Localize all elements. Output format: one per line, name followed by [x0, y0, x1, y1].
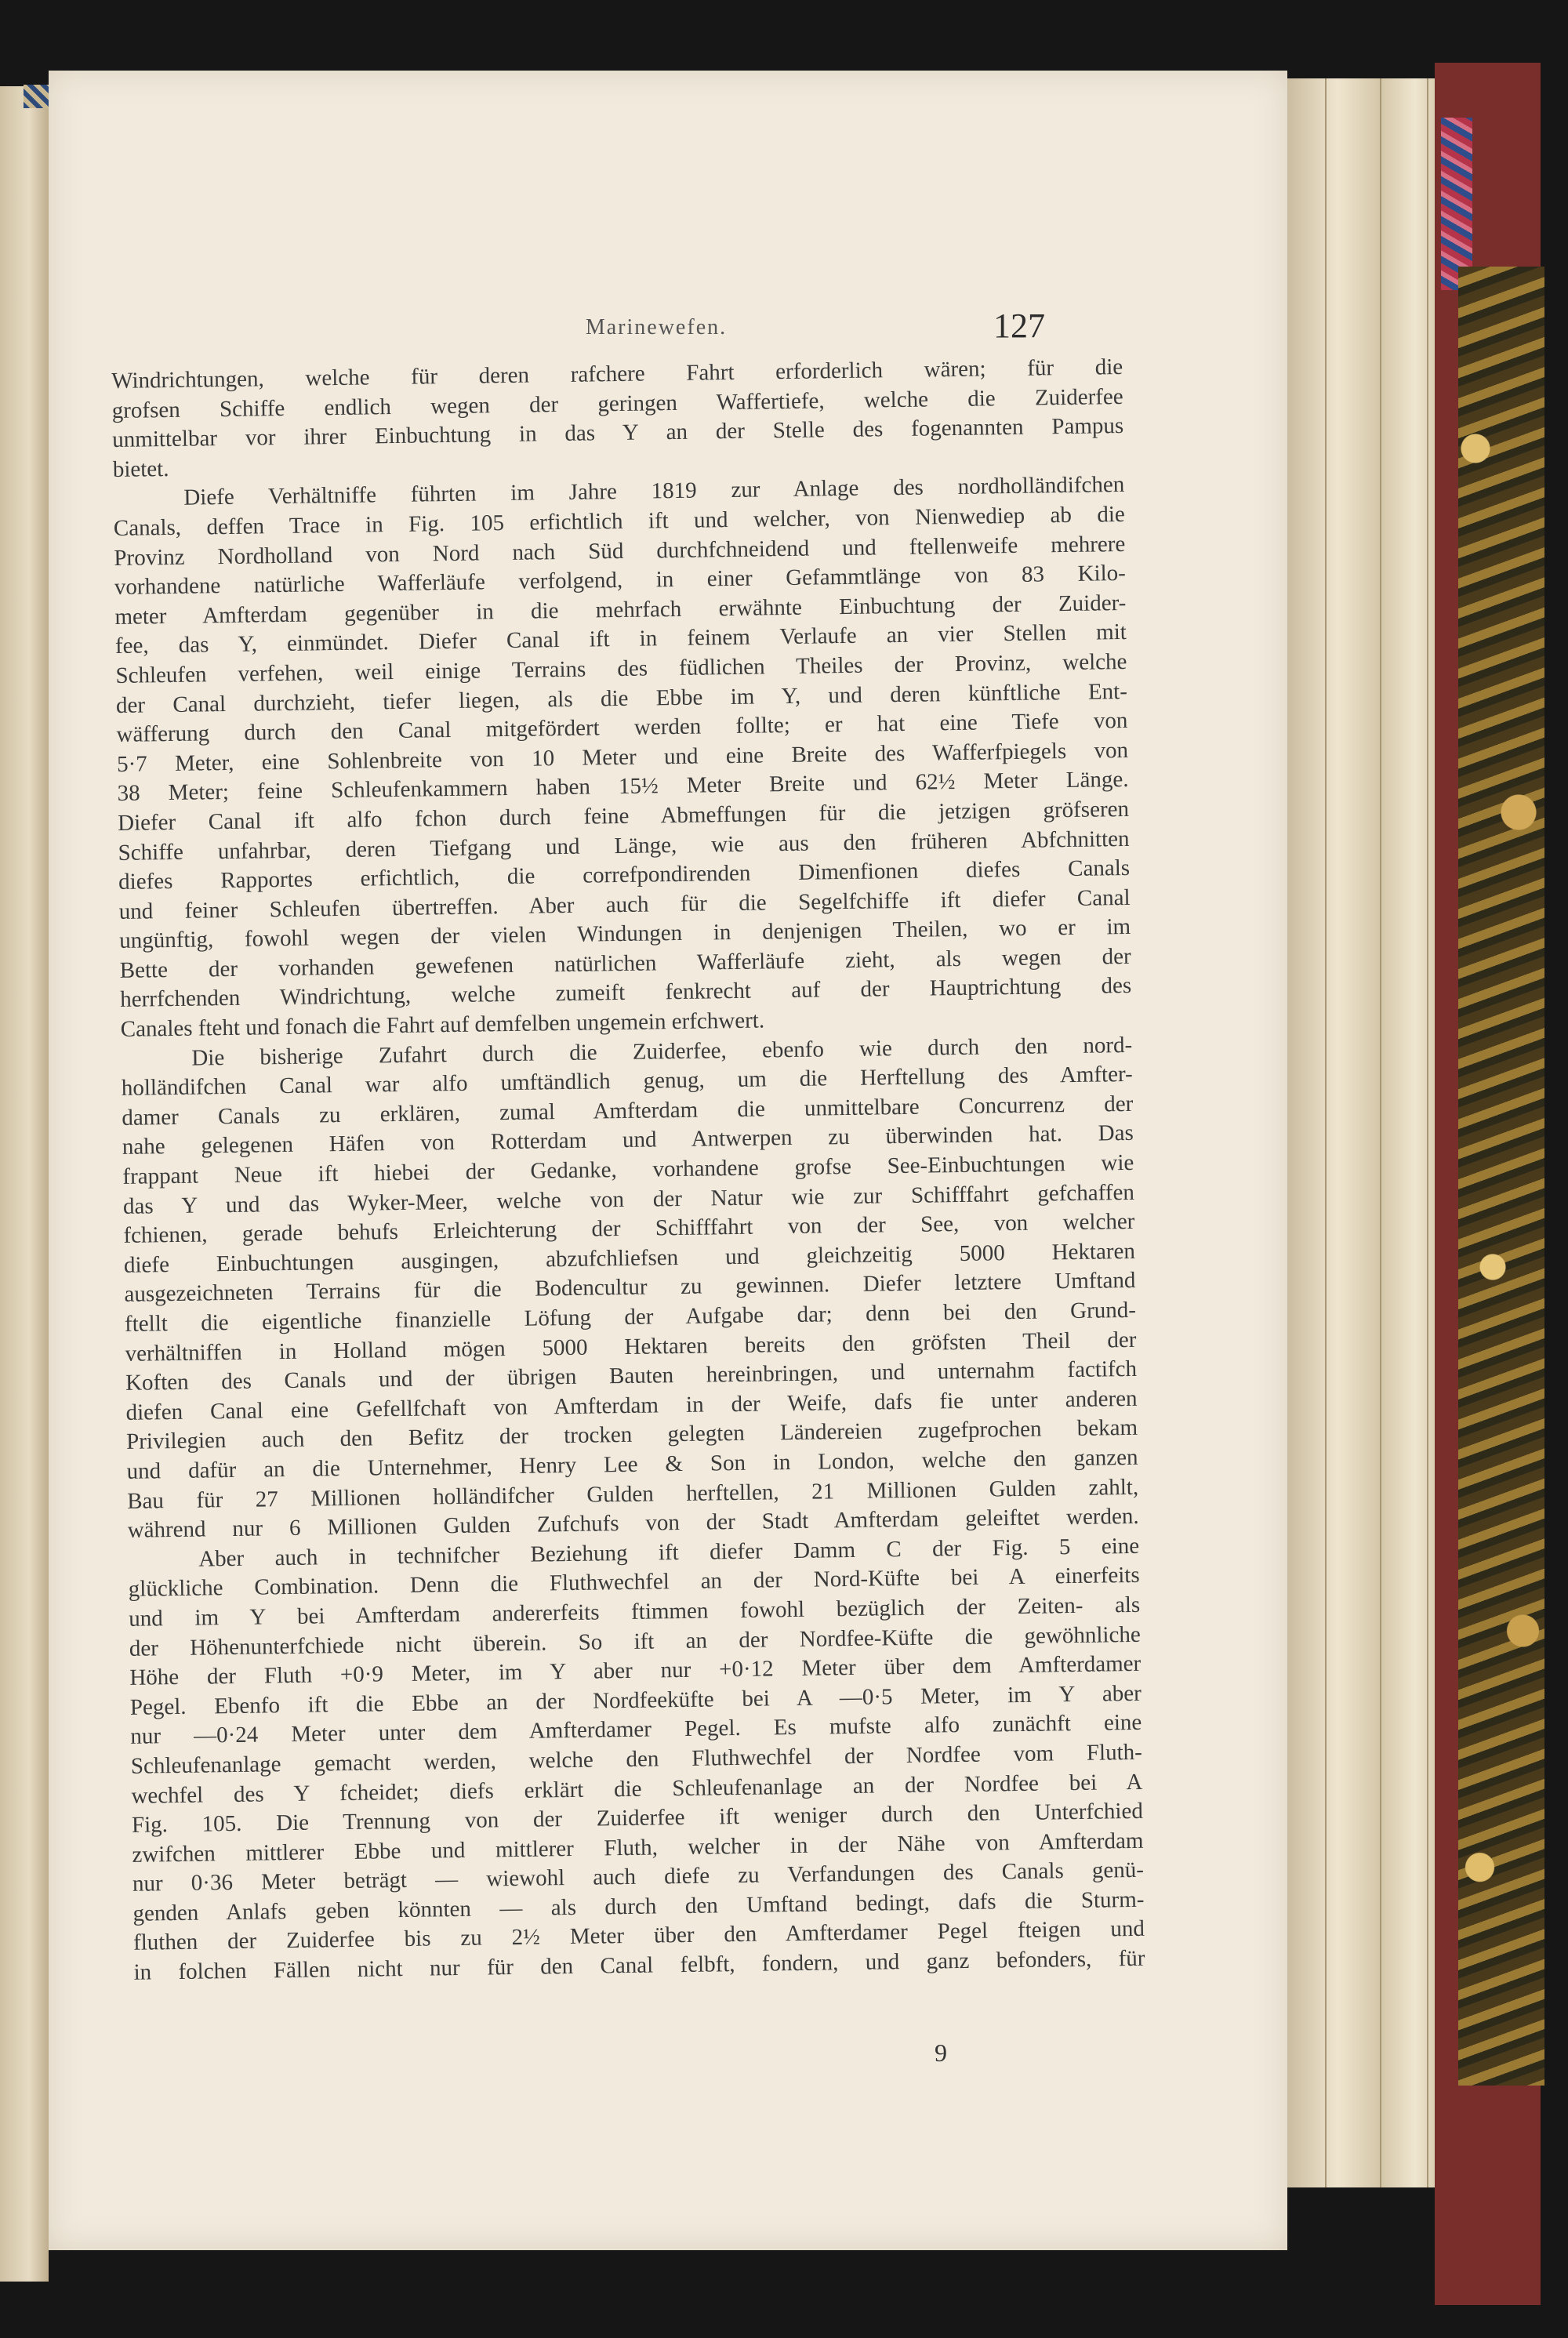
text-line: Die bisherige Zufahrt durch die Zuiderfee, ebenfo wie durch den nord- — [191, 1032, 1133, 1071]
cover-marble-paper — [1458, 267, 1544, 2086]
text-line: wäfferung durch den Canal mitgefördert werden follte; er hat eine Tiefe von — [116, 708, 1128, 748]
text-line: Bau für 27 Millionen holländifcher Gulden herftellen, 21 Millionen Gulden zahlt, — [126, 1474, 1139, 1514]
text-line: frappant Neue ift hiebei der Gedanke, vorhandene grofse See-Einbuchtungen wie — [122, 1149, 1134, 1189]
text-line: Schiffe unfahrbar, deren Tiefgang und Länge, wie aus den früheren Abfchnitten — [118, 826, 1130, 866]
text-line: das Y und das Wyker-Meer, welche von der Natur wie zur Schifffahrt gefchaffen — [122, 1179, 1135, 1219]
text-line: während nur 6 Millionen Gulden Zufchufs von der Stadt Amfterdam geleiftet werden. — [127, 1504, 1139, 1544]
text-line: fee, das Y, einmündet. Diefer Canal ift in feinem Verlaufe an vier Stellen mit — [114, 619, 1127, 659]
text-line: vorhandene natürliche Wafferläufe verfolgend, in einer Gefammtlänge von 83 Kilo- — [114, 561, 1127, 601]
page-stack-edge — [1286, 78, 1458, 2187]
text-line: Canales fteht und fonach die Fahrt auf demfelben ungemein erfchwert. — [120, 1007, 765, 1042]
text-line: fchienen, gerade behufs Erleichterung der Schifffahrt von der See, von welcher — [123, 1209, 1135, 1249]
text-line: der Höhenunterfchiede nicht überein. So ift an der Nordfee-Küfte die gewöhnliche — [129, 1621, 1141, 1661]
page-number: 127 — [993, 307, 1045, 345]
text-line: nur 0·36 Meter beträgt — wiewohl auch diefe zu Verfandungen des Canals genü- — [132, 1857, 1145, 1897]
text-line: Pegel. Ebenfo ift die Ebbe an der Nordfeeküfte bei A —0·5 Meter, im Y aber — [129, 1680, 1142, 1720]
page-stack-line — [1427, 78, 1428, 2187]
text-line: ftellt die eigentliche finanzielle Löfung der Aufgabe dar; denn bei den Grund- — [124, 1297, 1137, 1337]
text-line: und im Y bei Amfterdam andererfeits ftimmen fowohl bezüglich der Zeiten- als — [129, 1592, 1141, 1632]
text-line: Provinz Nordholland von Nord nach Süd durchfchneidend und ftellenweife mehrere — [114, 531, 1126, 571]
text-line: damer Canals zu erklären, zumal Amfterdam die unmittelbare Concurrenz der — [122, 1091, 1134, 1131]
text-line: meter Amfterdam gegenüber in die mehrfach erwähnte Einbuchtung der Zuider- — [114, 590, 1127, 630]
text-line: Schleufen verfehen, weil einige Terrains des füdlichen Theiles der Provinz, welche — [115, 648, 1127, 688]
text-line: ausgezeichneten Terrains für die Bodencultur zu gewinnen. Diefer letztere Umftand — [124, 1268, 1136, 1308]
page-stack-line — [1380, 78, 1381, 2187]
text-line: nur —0·24 Meter unter dem Amfterdamer Pegel. Es mufste alfo zunächft eine — [130, 1710, 1142, 1750]
body-text — [111, 353, 1145, 1988]
text-line: Diefe Verhältniffe führten im Jahre 1819 zur Anlage des nordholländifchen — [183, 472, 1125, 511]
text-line: Aber auch in technifcher Beziehung ift diefer Damm C der Fig. 5 eine — [198, 1533, 1140, 1572]
text-line: 38 Meter; feine Schleufenkammern haben 15½ Meter Breite und 62½ Meter Länge. — [117, 767, 1129, 807]
text-line: Windrichtungen, welche für deren rafchere Fahrt erforderlich wären; für die — [111, 354, 1123, 394]
text-line: herrfchenden Windrichtung, welche zumeift fenkrecht auf der Hauptrichtung des — [120, 973, 1132, 1013]
text-line: ungünftig, fowohl wegen der vielen Windungen in denjenigen Theilen, wo er im — [119, 914, 1131, 954]
text-line: und feiner Schleufen übertreffen. Aber auch für die Segelfchiffe ift diefer Canal — [118, 884, 1131, 924]
text-line: Canals, deffen Trace in Fig. 105 erfichtlich ift und welcher, von Nienwediep ab die — [113, 501, 1125, 541]
text-line: glückliche Combination. Denn die Fluthwechfel an der Nord-Küfte bei A einerfeits — [128, 1563, 1140, 1603]
text-line: bietet. — [112, 456, 169, 482]
text-line: diefe Einbuchtungen ausgingen, abzufchliefsen und gleichzeitig 5000 Hektaren — [123, 1238, 1136, 1278]
book-page — [49, 71, 1287, 2250]
left-facing-page-edge — [0, 86, 49, 2282]
text-line: der Canal durchzieht, tiefer liegen, als die Ebbe im Y, und deren künftliche Ent- — [115, 678, 1128, 718]
text-line: Koften des Canals und der übrigen Bauten hereinbringen, und unternahm factifch — [125, 1356, 1138, 1396]
text-line: Diefer Canal ift alfo fchon durch feine Abmeffungen für die jetzigen gröfseren — [117, 796, 1130, 836]
text-line: in folchen Fällen nicht nur für den Canal felbft, fondern, und ganz befonders, für — [133, 1945, 1145, 1985]
signature-mark: 9 — [935, 2038, 947, 2067]
text-line: 5·7 Meter, eine Sohlenbreite von 10 Meter und eine Breite des Wafferfpiegels von — [116, 737, 1129, 777]
text-line: Schleufenanlage gemacht werden, welche den Fluthwechfel der Nordfee vom Fluth- — [130, 1739, 1143, 1779]
text-line: genden Anlafs geben könnten — als durch den Umftand bedingt, dafs die Sturm- — [132, 1886, 1145, 1926]
text-line: nahe gelegenen Häfen von Rotterdam und Antwerpen zu überwinden hat. Das — [122, 1120, 1134, 1160]
text-line: diefes Rapportes erfichtlich, die correfpondirenden Dimenfionen diefes Canals — [118, 855, 1131, 895]
text-line: Bette der vorhanden gewefenen natürlichen Wafferläufe zieht, als wegen der — [119, 943, 1131, 983]
text-line: Höhe der Fluth +0·9 Meter, im Y aber nur +0·12 Meter über dem Amfterdamer — [129, 1650, 1142, 1690]
text-line: Fig. 105. Die Trennung von der Zuiderfee ift weniger durch den Unterfchied — [131, 1798, 1144, 1838]
text-line: holländifchen Canal war alfo umftändlich genug, um die Herftellung des Amfter- — [121, 1062, 1133, 1102]
text-line: wechfel des Y fcheidet; diefs erklärt die Schleufenanlage an der Nordfee bei A — [131, 1769, 1143, 1809]
text-line: fluthen der Zuiderfee bis zu 2½ Meter über den Amfterdamer Pegel fteigen und — [132, 1916, 1145, 1956]
text-line: Privilegien auch den Befitz der trocken gelegten Ländereien zugefprochen bekam — [125, 1415, 1138, 1455]
text-line: grofsen Schiffe endlich wegen der geringen Waffertiefe, welche die Zuiderfee — [111, 383, 1123, 423]
text-line: zwifchen mittlerer Ebbe und mittlerer Fluth, welcher in der Nähe von Amfterdam — [132, 1828, 1144, 1868]
text-line: verhältniffen in Holland mögen 5000 Hektaren bereits den gröfsten Theil der — [125, 1327, 1137, 1367]
cover-marble-edge — [1441, 118, 1472, 290]
text-line: und dafür an die Unternehmer, Henry Lee & Son in London, welche den ganzen — [126, 1444, 1138, 1484]
text-line: unmittelbar vor ihrer Einbuchtung in das Y an der Stelle des fogenannten Pampus — [112, 413, 1124, 453]
running-head: Marinewefen. — [585, 315, 728, 339]
text-line: diefen Canal eine Gefellfchaft von Amfterdam in der Weife, dafs fie unter anderen — [125, 1385, 1138, 1425]
page-stack-line — [1325, 78, 1327, 2187]
